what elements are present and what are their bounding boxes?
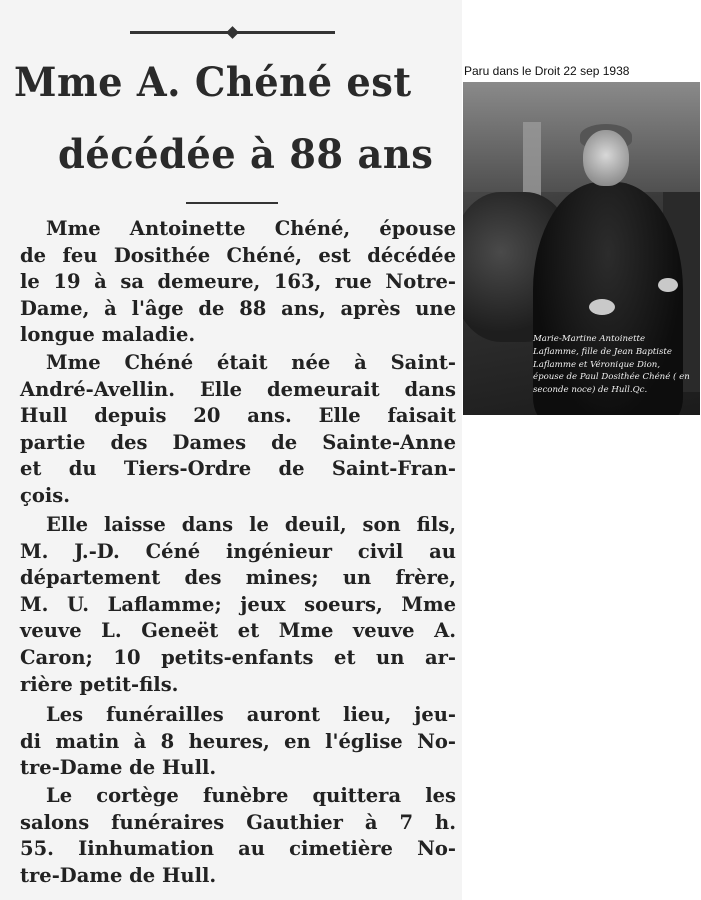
text-line: Mme Antoinette Chéné, épouse bbox=[46, 217, 456, 240]
text-line: M. U. Laflamme; jeux soeurs, Mme bbox=[20, 592, 456, 616]
text-line: et du Tiers-Ordre de Saint-Fran- bbox=[20, 457, 456, 481]
text-line: longue maladie. bbox=[20, 323, 196, 347]
headline-line-1: Mme A. Chéné est bbox=[14, 59, 412, 106]
paragraph-5 bbox=[20, 783, 456, 889]
text-line: Les funérailles auront lieu, jeu- bbox=[46, 703, 456, 726]
caption-line: épouse de Paul Dosithée Chéné ( en bbox=[533, 372, 690, 383]
text-line: André-Avellin. Elle demeurait dans bbox=[20, 377, 456, 401]
text-line: département des mines; un frère, bbox=[20, 566, 456, 590]
text-line: veuve L. Geneët et Mme veuve A. bbox=[20, 619, 456, 643]
text-line: rière petit-fils. bbox=[20, 672, 179, 696]
photo-caption bbox=[533, 333, 698, 397]
paragraph-3 bbox=[20, 512, 456, 698]
paragraph-2 bbox=[20, 350, 456, 510]
portrait-photo bbox=[463, 82, 700, 415]
text-line: Elle laisse dans le deuil, son fils, bbox=[46, 513, 456, 536]
caption-line: Laflamme et Véronique Dion, bbox=[533, 359, 661, 370]
caption-line: Marie-Martine Antoinette bbox=[533, 334, 646, 344]
paragraph-4 bbox=[20, 702, 456, 782]
text-line: partie des Dames de Sainte-Anne bbox=[20, 430, 456, 454]
text-line: M. J.-D. Céné ingénieur civil au bbox=[20, 539, 456, 563]
caption-line: Laflamme, fille de Jean Baptiste bbox=[533, 346, 672, 357]
ornamental-rule bbox=[130, 31, 335, 34]
caption-line: seconde noce) de Hull.Qc. bbox=[533, 385, 648, 396]
paragraph-1 bbox=[20, 216, 456, 349]
text-line: 55. Iinhumation au cimetière No- bbox=[20, 837, 456, 861]
text-line: di matin à 8 heures, en l'église No- bbox=[20, 729, 456, 753]
text-line: tre-Dame de Hull. bbox=[20, 756, 217, 780]
text-line: Le cortège funèbre quittera les bbox=[46, 784, 456, 807]
text-line: de feu Dosithée Chéné, est décédée bbox=[20, 243, 456, 267]
text-line: salons funéraires Gauthier à 7 h. bbox=[20, 810, 456, 834]
publication-note: Paru dans le Droit 22 sep 1938 bbox=[464, 64, 630, 78]
text-line: Hull depuis 20 ans. Elle faisait bbox=[20, 404, 456, 428]
text-line: le 19 à sa demeure, 163, rue Notre- bbox=[20, 270, 456, 294]
headline-line-2: décédée à 88 ans bbox=[58, 131, 434, 178]
text-line: Mme Chéné était née à Saint- bbox=[46, 351, 456, 374]
text-line: çois. bbox=[20, 483, 71, 507]
text-line: Caron; 10 petits-enfants et un ar- bbox=[20, 645, 456, 669]
headline-divider bbox=[186, 202, 278, 204]
text-line: tre-Dame de Hull. bbox=[20, 863, 217, 887]
text-line: Dame, à l'âge de 88 ans, après une bbox=[20, 296, 456, 320]
